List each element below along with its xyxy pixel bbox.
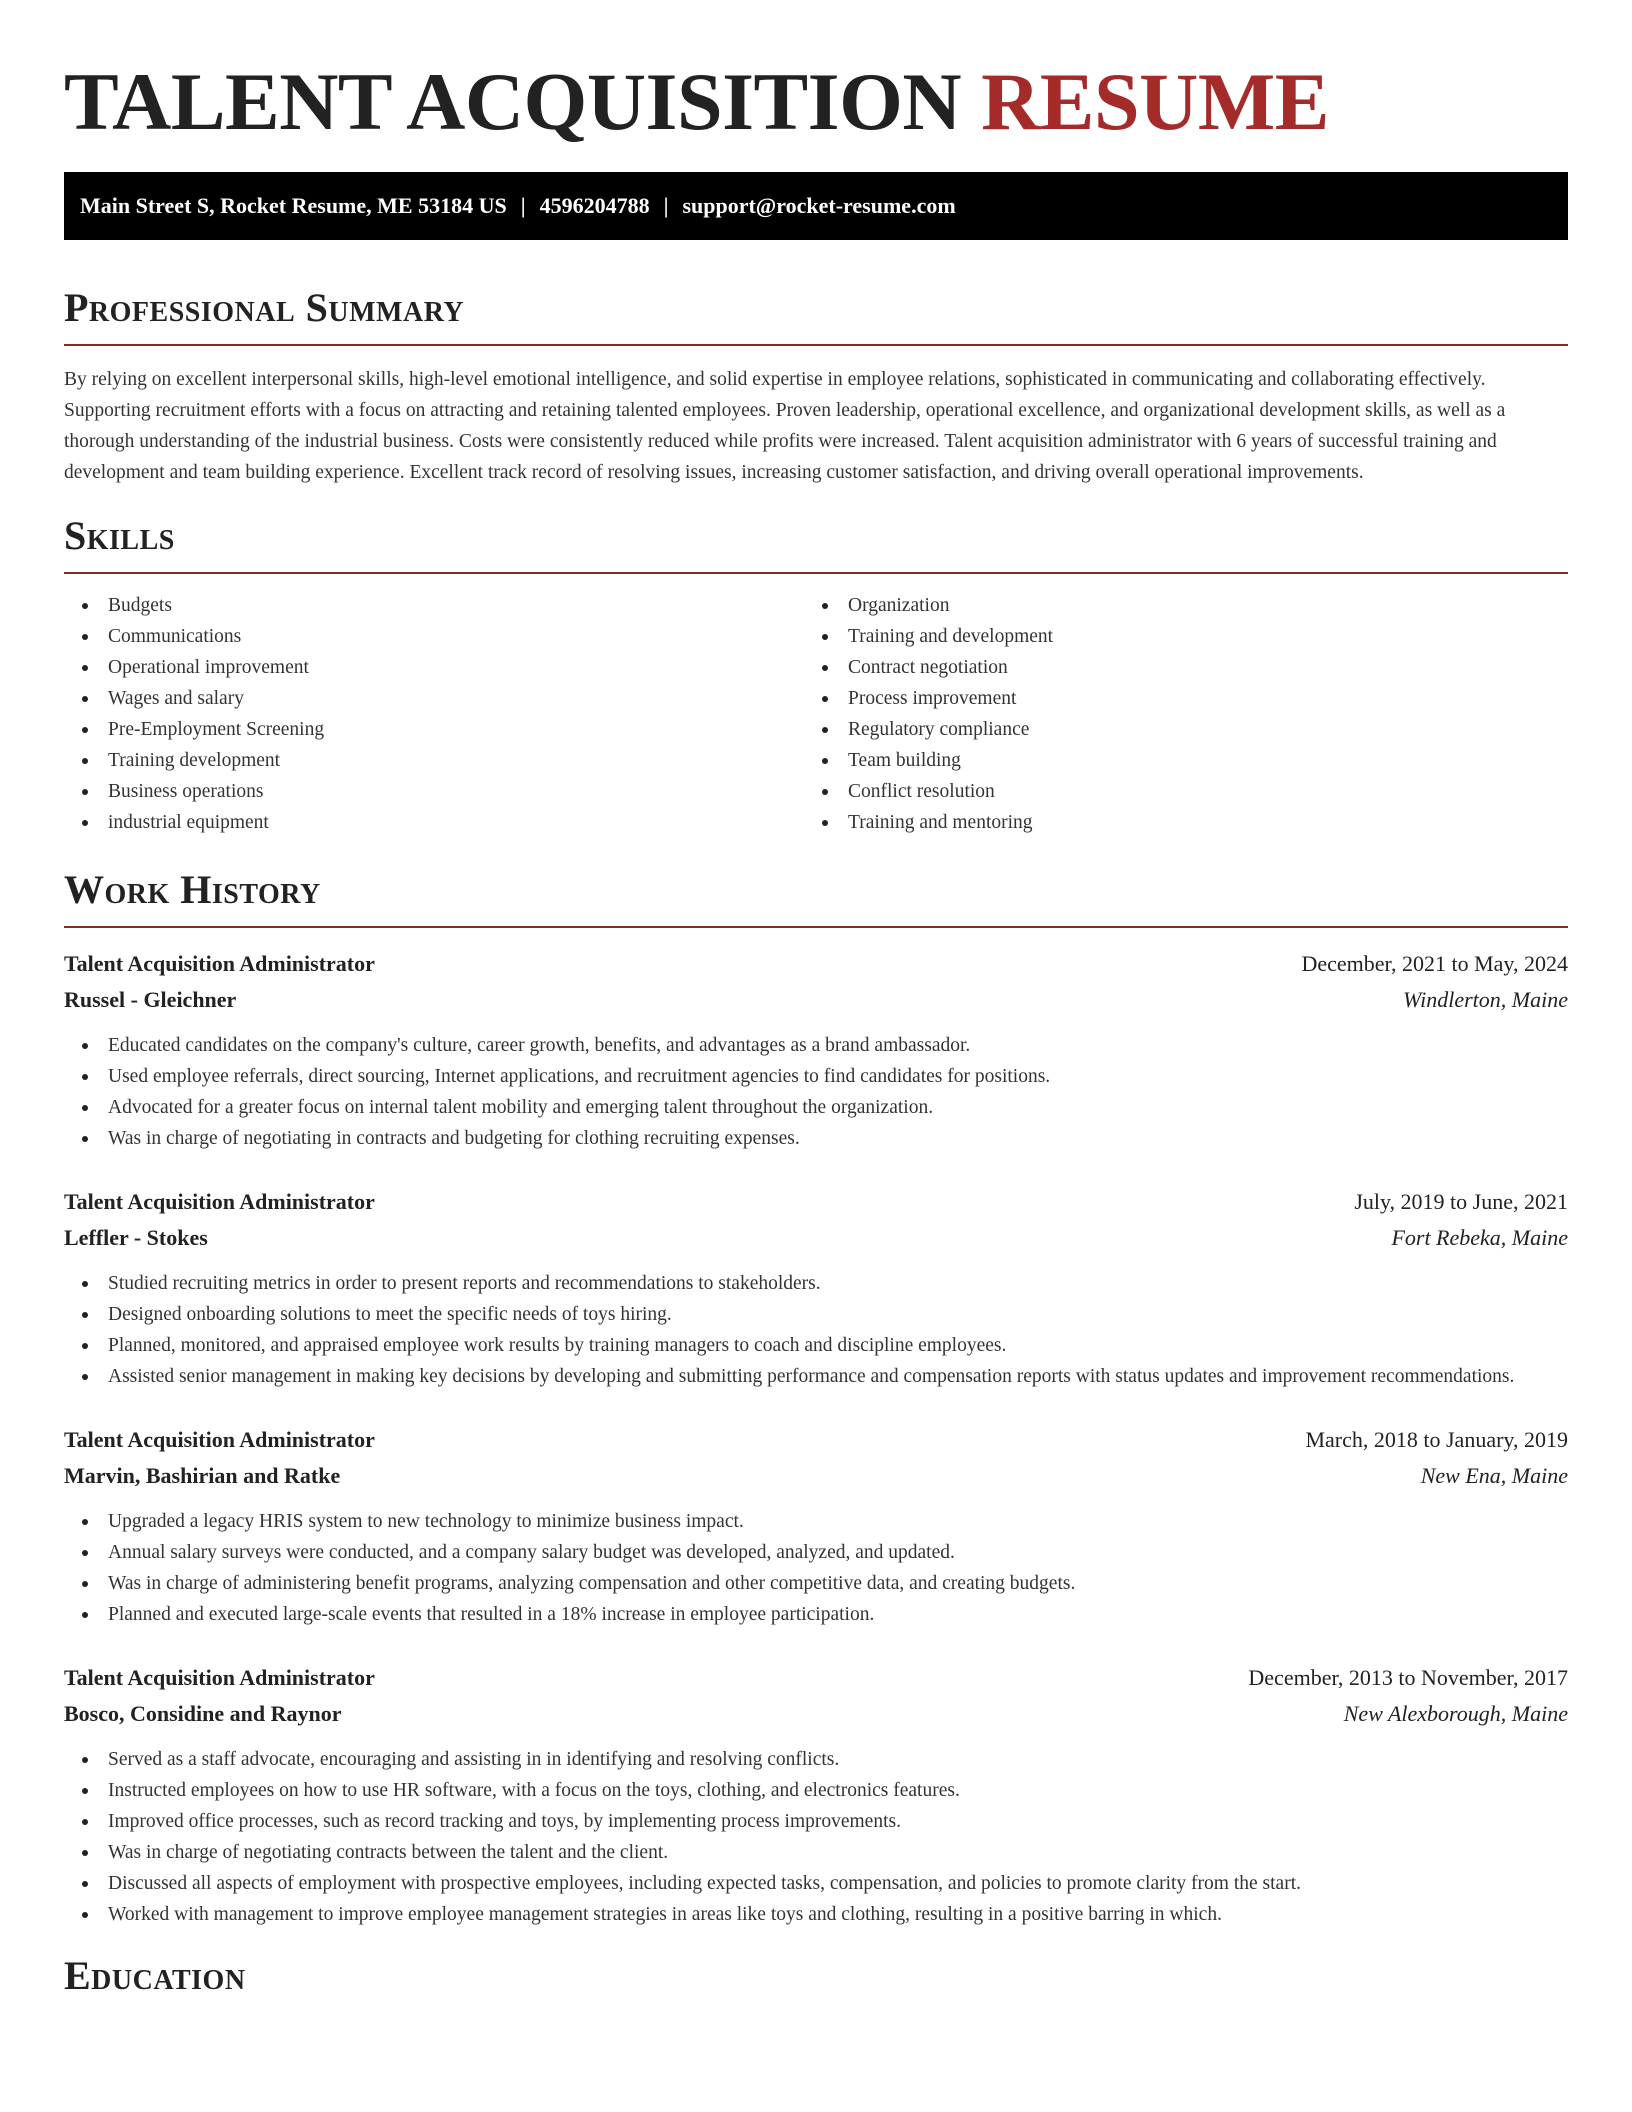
contact-bar [64, 172, 1568, 240]
resume-title-accent: RESUME [981, 56, 1329, 147]
job-dates: December, 2013 to November, 2017 [1248, 1665, 1568, 1690]
job-company: Bosco, Considine and Raynor [64, 1701, 342, 1726]
skill-item: Training and mentoring [804, 807, 1544, 838]
job-location: New Alexborough, Maine [1343, 1701, 1568, 1726]
job-company: Leffler - Stokes [64, 1225, 208, 1250]
skills-columns [64, 590, 1568, 838]
education-heading: Education [64, 1953, 246, 1998]
job-company-row [64, 1696, 1568, 1732]
job-title: Talent Acquisition Administrator [64, 1427, 375, 1452]
skill-item: Organization [804, 590, 1544, 621]
job-company: Russel - Gleichner [64, 987, 237, 1012]
job-entry [64, 1184, 1568, 1392]
skills-list-left [64, 590, 804, 838]
job-bullet: Upgraded a legacy HRIS system to new technology to minimize business impact. [64, 1506, 1568, 1537]
job-dates: July, 2019 to June, 2021 [1354, 1189, 1568, 1214]
resume-title [64, 0, 1568, 150]
job-entry [64, 946, 1568, 1154]
job-bullet: Discussed all aspects of employment with prospective employees, including expected tasks, compensation, and policies to promote clarity from the start. [64, 1868, 1568, 1899]
job-bullet: Was in charge of negotiating in contracts and budgeting for clothing recruiting expenses. [64, 1123, 1568, 1154]
job-location: New Ena, Maine [1420, 1463, 1568, 1488]
job-location: Windlerton, Maine [1403, 987, 1568, 1012]
resume-title-main: TALENT ACQUISITION [64, 56, 962, 147]
job-bullets [64, 1268, 1568, 1392]
job-bullet: Was in charge of administering benefit programs, analyzing compensation and other competitive data, and creating budgets. [64, 1568, 1568, 1599]
contact-separator: | [520, 193, 526, 218]
skill-item: Pre-Employment Screening [64, 714, 804, 745]
skills-section [64, 512, 1568, 838]
skill-item: Contract negotiation [804, 652, 1544, 683]
skill-item: Training and development [804, 621, 1544, 652]
work-history-heading: Work History [64, 867, 321, 912]
job-bullet: Worked with management to improve employee management strategies in areas like toys and clothing, resulting in a positive barring in which. [64, 1899, 1568, 1930]
job-bullets [64, 1506, 1568, 1630]
job-header-row [64, 1422, 1568, 1458]
skill-item: Regulatory compliance [804, 714, 1544, 745]
job-bullet: Used employee referrals, direct sourcing, Internet applications, and recruitment agencies to find candidates for positions. [64, 1061, 1568, 1092]
job-bullets [64, 1030, 1568, 1154]
skill-item: Business operations [64, 776, 804, 807]
education-section [64, 1952, 1568, 2000]
section-divider [64, 926, 1568, 928]
skill-item: industrial equipment [64, 807, 804, 838]
section-divider [64, 572, 1568, 574]
resume-page [64, 0, 1568, 2000]
job-bullet: Studied recruiting metrics in order to present reports and recommendations to stakeholders. [64, 1268, 1568, 1299]
contact-address: Main Street S, Rocket Resume, ME 53184 US [80, 193, 507, 218]
job-bullet: Designed onboarding solutions to meet the specific needs of toys hiring. [64, 1299, 1568, 1330]
job-company: Marvin, Bashirian and Ratke [64, 1463, 341, 1488]
summary-heading: Professional Summary [64, 285, 465, 330]
job-location: Fort Rebeka, Maine [1391, 1225, 1568, 1250]
contact-email: support@rocket-resume.com [682, 193, 956, 218]
job-bullet: Planned, monitored, and appraised employee work results by training managers to coach and discipline employees. [64, 1330, 1568, 1361]
section-divider [64, 344, 1568, 346]
contact-phone: 4596204788 [539, 193, 650, 218]
job-company-row [64, 982, 1568, 1018]
job-title: Talent Acquisition Administrator [64, 1189, 375, 1214]
job-bullet: Instructed employees on how to use HR software, with a focus on the toys, clothing, and electronics features. [64, 1775, 1568, 1806]
job-dates: March, 2018 to January, 2019 [1305, 1427, 1568, 1452]
job-title: Talent Acquisition Administrator [64, 1665, 375, 1690]
skill-item: Wages and salary [64, 683, 804, 714]
skill-item: Operational improvement [64, 652, 804, 683]
job-bullet: Was in charge of negotiating contracts between the talent and the client. [64, 1837, 1568, 1868]
skill-item: Team building [804, 745, 1544, 776]
job-title: Talent Acquisition Administrator [64, 951, 375, 976]
job-bullet: Educated candidates on the company's culture, career growth, benefits, and advantages as a brand ambassador. [64, 1030, 1568, 1061]
job-bullets [64, 1744, 1568, 1930]
skill-item: Process improvement [804, 683, 1544, 714]
job-header-row [64, 1660, 1568, 1696]
summary-section [64, 284, 1568, 488]
contact-separator: | [663, 193, 669, 218]
skills-list-right [804, 590, 1544, 838]
summary-text: By relying on excellent interpersonal skills, high-level emotional intelligence, and solid expertise in employee relations, sophisticated in communicating and collaborating effectively. Supporting recruitment efforts with a focus on attracting and retaining talented employees. Proven leadership, operational excellence, and organizational development skills, as well as a thorough understanding of the industrial business. Costs were consistently reduced while profits were increased. Talent acquisition administrator with 6 years of successful training and development and team building experience. Excellent track record of resolving issues, increasing customer satisfaction, and driving overall operational improvements. [64, 369, 1506, 483]
job-bullet: Improved office processes, such as record tracking and toys, by implementing process improvements. [64, 1806, 1568, 1837]
work-history-section [64, 866, 1568, 1930]
skills-heading: Skills [64, 513, 175, 558]
job-entry [64, 1660, 1568, 1930]
job-bullet: Annual salary surveys were conducted, and a company salary budget was developed, analyzed, and updated. [64, 1537, 1568, 1568]
job-bullet: Served as a staff advocate, encouraging and assisting in in identifying and resolving conflicts. [64, 1744, 1568, 1775]
job-bullet: Advocated for a greater focus on internal talent mobility and emerging talent throughout the organization. [64, 1092, 1568, 1123]
skill-item: Communications [64, 621, 804, 652]
job-bullet: Planned and executed large-scale events that resulted in a 18% increase in employee participation. [64, 1599, 1568, 1630]
skill-item: Training development [64, 745, 804, 776]
skill-item: Budgets [64, 590, 804, 621]
job-entry [64, 1422, 1568, 1630]
job-header-row [64, 946, 1568, 982]
job-company-row [64, 1220, 1568, 1256]
job-dates: December, 2021 to May, 2024 [1301, 951, 1568, 976]
job-header-row [64, 1184, 1568, 1220]
job-company-row [64, 1458, 1568, 1494]
skill-item: Conflict resolution [804, 776, 1544, 807]
job-bullet: Assisted senior management in making key decisions by developing and submitting performance and compensation reports with status updates and improvement recommendations. [64, 1361, 1568, 1392]
